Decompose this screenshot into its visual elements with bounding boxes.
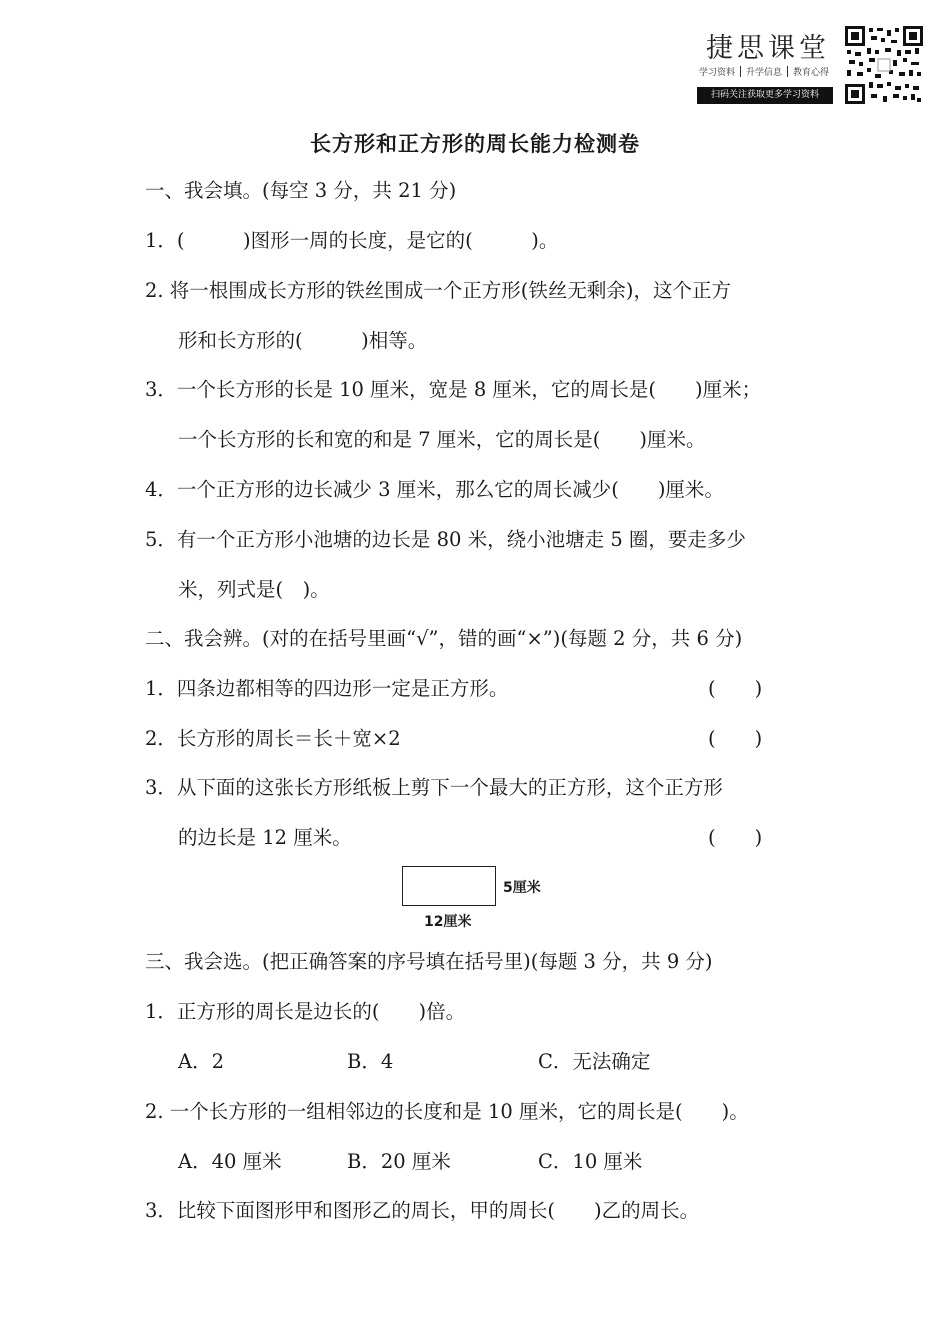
page-title: 长方形和正方形的周长能力检测卷 bbox=[310, 132, 640, 156]
figure-bottom-label: 12厘米 bbox=[424, 914, 472, 930]
figure-side-label: 5厘米 bbox=[503, 880, 541, 896]
brand-tag: 学习资料 bbox=[699, 68, 736, 78]
question-2-2: 2．长方形的周长＝长＋宽×2 bbox=[145, 727, 401, 750]
brand-tag: 教育心得 bbox=[793, 68, 830, 78]
question-1-2-cont: 形和长方形的( )相等。 bbox=[178, 329, 428, 352]
rectangle-figure bbox=[402, 866, 496, 906]
question-1-2: 2. 将一根围成长方形的铁丝围成一个正方形(铁丝无剩余)，这个正方 bbox=[145, 279, 732, 302]
question-1-3: 3．一个长方形的长是 10 厘米，宽是 8 厘米，它的周长是( )厘米； bbox=[145, 378, 762, 401]
answer-paren: ( ) bbox=[708, 727, 763, 750]
question-3-2: 2. 一个长方形的一组相邻边的长度和是 10 厘米，它的周长是( )。 bbox=[145, 1100, 749, 1123]
option-a: A．2 bbox=[178, 1050, 224, 1073]
section-heading: 二、我会辨。(对的在括号里画“√”，错的画“×”)(每题 2 分，共 6 分) bbox=[145, 627, 743, 650]
question-2-3: 3．从下面的这张长方形纸板上剪下一个最大的正方形，这个正方形 bbox=[145, 776, 723, 799]
divider bbox=[787, 66, 788, 77]
answer-paren: ( ) bbox=[708, 826, 763, 849]
brand-tag: 升学信息 bbox=[746, 68, 783, 78]
section-heading: 三、我会选。(把正确答案的序号填在括号里)(每题 3 分，共 9 分) bbox=[145, 950, 713, 973]
question-2-1: 1．四条边都相等的四边形一定是正方形。 bbox=[145, 677, 509, 700]
section-heading: 一、我会填。(每空 3 分，共 21 分) bbox=[145, 179, 457, 202]
option-c: C．无法确定 bbox=[538, 1050, 651, 1073]
qr-code-icon bbox=[845, 26, 923, 104]
question-1-5: 5．有一个正方形小池塘的边长是 80 米，绕小池塘走 5 圈，要走多少 bbox=[145, 528, 746, 551]
option-c: C．10 厘米 bbox=[538, 1150, 643, 1173]
answer-paren: ( ) bbox=[708, 677, 763, 700]
question-1-1: 1．( )图形一周的长度，是它的( )。 bbox=[145, 229, 559, 252]
question-2-3-cont: 的边长是 12 厘米。 bbox=[178, 826, 352, 849]
question-3-1: 1．正方形的周长是边长的( )倍。 bbox=[145, 1000, 466, 1023]
brand-tags bbox=[699, 65, 829, 78]
option-a: A．40 厘米 bbox=[178, 1150, 282, 1173]
option-b: B．20 厘米 bbox=[347, 1150, 451, 1173]
brand-banner: 扫码关注获取更多学习资料 bbox=[697, 87, 833, 104]
option-b: B．4 bbox=[347, 1050, 394, 1073]
question-1-5-cont: 米，列式是( )。 bbox=[178, 578, 330, 601]
brand-name: 捷思课堂 bbox=[706, 33, 830, 64]
divider bbox=[740, 66, 741, 77]
question-3-3: 3．比较下面图形甲和图形乙的周长，甲的周长( )乙的周长。 bbox=[145, 1199, 700, 1222]
question-1-4: 4．一个正方形的边长减少 3 厘米，那么它的周长减少( )厘米。 bbox=[145, 478, 724, 501]
question-1-3-cont: 一个长方形的长和宽的和是 7 厘米，它的周长是( )厘米。 bbox=[178, 428, 706, 451]
